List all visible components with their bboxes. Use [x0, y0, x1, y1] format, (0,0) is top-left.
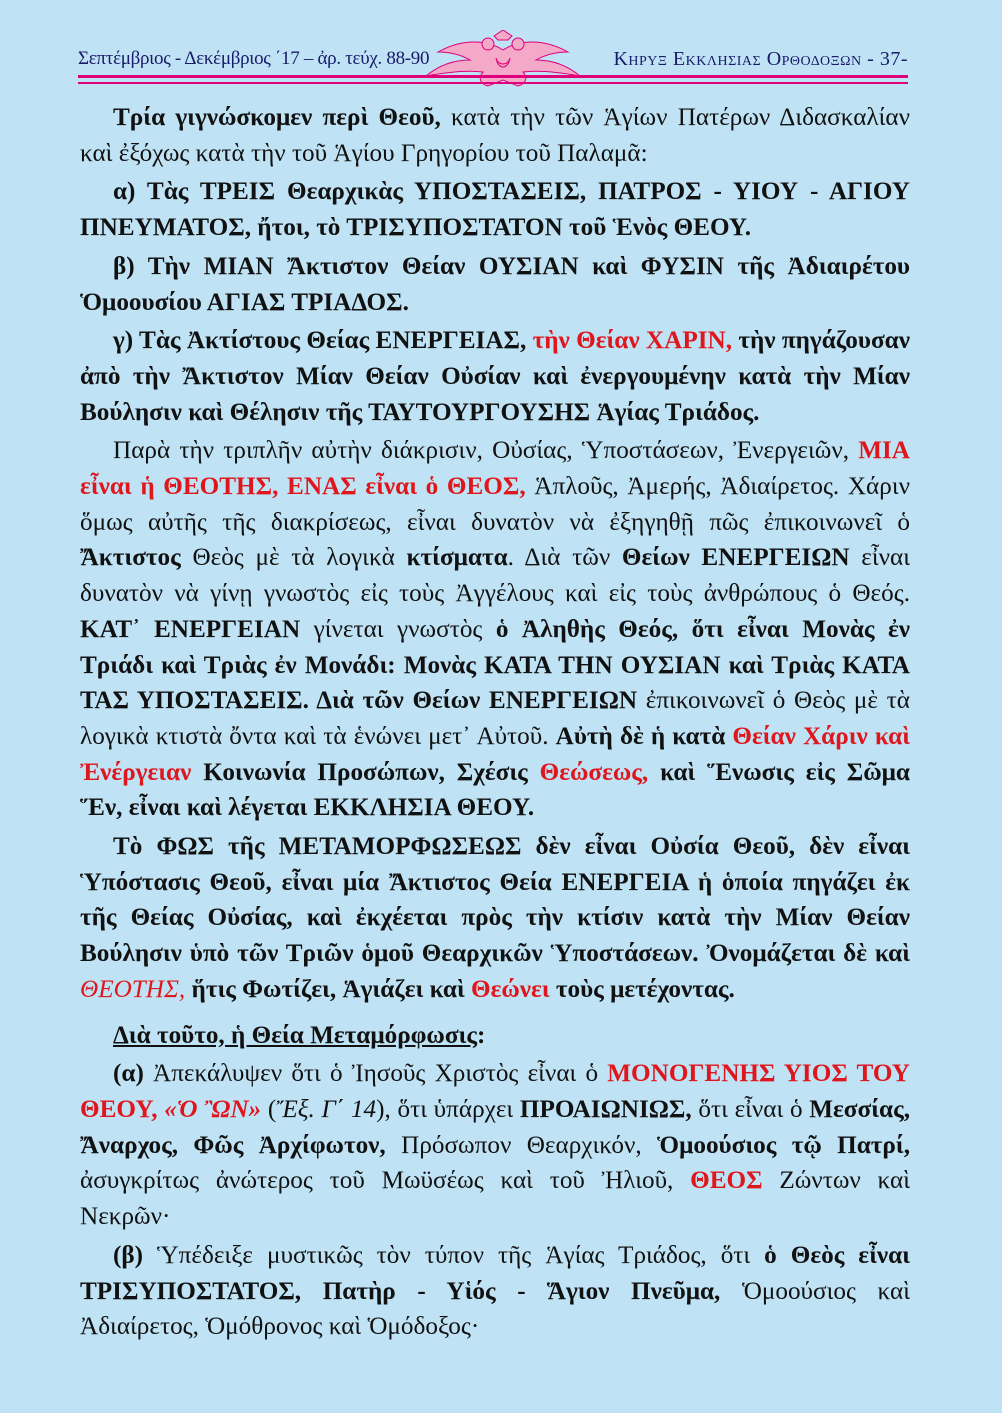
issue-info: Σεπτέμβριος - Δεκέμβριος ΄17 – ἀρ. τεύχ. 88-90 — [78, 48, 430, 69]
header-rule-top — [78, 75, 908, 78]
paragraph-b — [80, 249, 910, 320]
text-span: ΘΕΟΣ — [690, 1167, 763, 1195]
text-span: ἥτις Φωτίζει, Ἁγιάζει καὶ — [185, 975, 471, 1003]
text-span: εἶναι δυνατὸν νὰ γίνῃ γνωστὸς εἰς τοὺς Ἀγγέλους καὶ εἰς τοὺς ἀνθρώπους ὁ Θεός. — [80, 544, 910, 608]
text-span: «Ὁ ὪΝ» — [164, 1095, 262, 1123]
paragraph-c — [80, 323, 910, 430]
text-span: Κοινωνία Προσώπων, Σχέσις — [191, 758, 540, 786]
text-span: ΘΕΟΤΗΣ, — [80, 975, 186, 1003]
text-span: Διὰ τοῦτο, ἡ Θεία Μεταμόρφωσις — [113, 1021, 477, 1049]
text-span: Τρία γιγνώσκομεν περὶ Θεοῦ, — [113, 104, 441, 131]
text-span: Ὁμοούσιος τῷ Πατρί, — [657, 1131, 911, 1159]
text-span: Ἄκτιστος — [80, 544, 181, 572]
double-headed-eagle-icon — [408, 30, 598, 90]
header-rule-bottom — [78, 82, 908, 84]
text-span: ἐπικοινωνεῖ ὁ Θεὸς μὲ τὰ λογικὰ κτιστὰ ὄντα καὶ τὰ ἑνώνει μετ᾽ Αὐτοῦ. — [80, 687, 910, 750]
text-span: Ὑπέδειξε μυστικῶς τὸν τύπον τῆς Ἁγίας Τριάδος, ὅτι — [143, 1241, 765, 1269]
text-span: . Διὰ τῶν — [507, 544, 622, 572]
text-span: Πρόσωπον Θεαρχικόν, — [385, 1131, 658, 1159]
text-span: (β) — [113, 1241, 144, 1269]
text-span: (α) — [113, 1060, 144, 1088]
text-span: Τὸ ΦΩΣ τῆς ΜΕΤΑΜΟΡΦΩΣΕΩΣ δὲν εἶναι Οὐσία Θεοῦ, δὲν εἶναι Ὑπόστασις Θεοῦ, εἶναι μία Ἄκτιστος Θεία ΕΝΕΡΓΕΙΑ ἡ ὁποία πηγάζει ἐκ τῆς Θείας Οὐσίας, καὶ ἐκχέεται πρὸς τὴν κτίσιν κατὰ τὴν Μίαν Θείαν Βούλησιν ὑπὸ τῶν Τριῶν ὁμοῦ Θεαρχικῶν Ὑποστάσεων. Ὀνομάζεται δὲ καὶ — [80, 833, 910, 968]
text-span: Θείαν Χάριν καὶ Ἐνέργειαν — [80, 722, 910, 786]
text-span: Θεώνει — [471, 975, 550, 1003]
text-span: Ἁπλοῦς, Ἀμερής, Ἀδιαίρετος. Χάριν ὅμως αὐτῆς τῆς διακρίσεως, εἶναι δυνατὸν νὰ ἐξηγηθῇ πῶς ἐπικοινωνεῖ ὁ — [80, 473, 910, 536]
paragraph-light — [80, 829, 910, 1008]
page-header — [78, 30, 908, 90]
text-span: τοὺς μετέχοντας. — [549, 975, 735, 1003]
text-span: ( — [261, 1095, 277, 1123]
text-span: κατὰ τὴν τῶν Ἁγίων Πατέρων Διδασκαλίαν καὶ ἐξόχως κατὰ τὴν τοῦ Ἁγίου Γρηγορίου τοῦ Παλαμᾶ: — [80, 104, 910, 167]
paragraph-intro — [80, 100, 910, 171]
text-span: Θεὸς μὲ τὰ λογικὰ — [180, 544, 407, 572]
text-span: ΜΟΝΟΓΕΝΗΣ ΥΙΟΣ ΤΟΥ ΘΕΟΥ, — [80, 1060, 910, 1123]
text-span: ΚΑΤ᾽ ΕΝΕΡΓΕΙΑΝ — [80, 615, 301, 643]
paragraph-alpha — [80, 1056, 910, 1235]
text-span: Μεσσίας, Ἄναρχος, Φῶς Ἀρχίφωτον, — [80, 1095, 910, 1159]
text-span: ), ὅτι ὑπάρχει — [376, 1095, 520, 1123]
text-span: κτίσματα — [406, 544, 508, 572]
article-body — [80, 100, 910, 1348]
text-span: τὴν πηγάζουσαν ἀπὸ τὴν Ἄκτιστον Μίαν Θείαν Οὐσίαν καὶ ἐνεργουμένην κατὰ τὴν Μίαν Βούλησιν καὶ Θέλησιν τῆς ΤΑΥΤΟΥΡΓΟΥΣΗΣ Ἁγίας Τριάδος. — [80, 327, 910, 426]
text-span: ὁ Θεὸς εἶναι ΤΡΙΣΥΠΟΣΤΑΤΟΣ, Πατὴρ - Υἱός - Ἅγιον Πνεῦμα, — [80, 1241, 910, 1305]
text-span: Θείων ΕΝΕΡΓΕΙΩΝ — [621, 544, 850, 572]
paragraph-a — [80, 174, 910, 245]
paragraph-beta — [80, 1238, 910, 1345]
text-span: Αὐτὴ δὲ ἡ κατὰ — [555, 722, 733, 750]
text-span: γ) Τὰς Ἀκτίστους Θείας ΕΝΕΡΓΕΙΑΣ, — [113, 327, 533, 355]
section-heading — [80, 1018, 910, 1054]
text-span: ΜΙΑ εἶναι ἡ ΘΕΟΤΗΣ, ΕΝΑΣ εἶναι ὁ ΘΕΟΣ, — [80, 437, 910, 501]
text-span: β) Τὴν ΜΙΑΝ Ἄκτιστον Θείαν ΟΥΣΙΑΝ καὶ ΦΥΣΙΝ τῆς Ἀδιαιρέτου Ὁμοουσίου ΑΓΙΑΣ ΤΡΙΑΔΟΣ. — [80, 252, 910, 316]
text-span: Ζώντων καὶ Νεκρῶν· — [80, 1167, 910, 1231]
text-span: καὶ Ἕνωσις εἰς Σῶμα Ἕν, εἶναι καὶ λέγεται ΕΚΚΛΗΣΙΑ ΘΕΟΥ. — [80, 758, 910, 822]
journal-title: Κηρυξ Εκκλησιας Ορθοδοξων - 37- — [613, 48, 908, 70]
text-span: τὴν Θείαν ΧΑΡΙΝ, — [532, 327, 732, 355]
text-span: Θεώσεως, — [539, 758, 649, 786]
text-span: Ἀπεκάλυψεν ὅτι ὁ Ἰησοῦς Χριστὸς εἶναι ὁ — [143, 1060, 608, 1088]
text-span: Ὁμοούσιος καὶ Ἀδιαίρετος, Ὁμόθρονος καὶ Ὁμόδοξος· — [80, 1277, 910, 1341]
text-span: ὁ Ἀληθὴς Θεός, ὅτι εἶναι Μονὰς ἐν Τριάδι καὶ Τριὰς ἐν Μονάδι: Μονὰς ΚΑΤΑ ΤΗΝ ΟΥΣΙΑΝ καὶ Τριὰς ΚΑΤΑ ΤΑΣ ΥΠΟΣΤΑΣΕΙΣ. Διὰ τῶν Θείων ΕΝΕΡΓΕΙΩΝ — [80, 615, 910, 715]
text-span: Ἔξ. Γ΄ 14 — [276, 1095, 377, 1123]
text-span: ΠΡΟΑΙΩΝΙΩΣ, — [519, 1095, 692, 1123]
text-span: α) Τὰς ΤΡΕΙΣ Θεαρχικὰς ΥΠΟΣΤΑΣΕΙΣ, ΠΑΤΡΟΣ - ΥΙΟΥ - ΑΓΙΟΥ ΠΝΕΥΜΑΤΟΣ, ἤτοι, τὸ ΤΡΙΣΥΠΟΣΤΑΤΟΝ τοῦ Ἑνὸς ΘΕΟΥ. — [80, 178, 910, 242]
text-span: ἀσυγκρίτως ἀνώτερος τοῦ Μωϋσέως καὶ τοῦ Ἠλιοῦ, — [80, 1167, 691, 1195]
text-span: γίνεται γνωστὸς — [300, 615, 496, 643]
text-span: ὅτι εἶναι ὁ — [691, 1095, 810, 1123]
text-span: Παρὰ τὴν τριπλῆν αὐτὴν διάκρισιν, Οὐσίας, Ὑποστάσεων, Ἐνεργειῶν, — [113, 437, 859, 465]
text-span: : — [476, 1021, 486, 1049]
paragraph-divinity — [80, 433, 910, 826]
